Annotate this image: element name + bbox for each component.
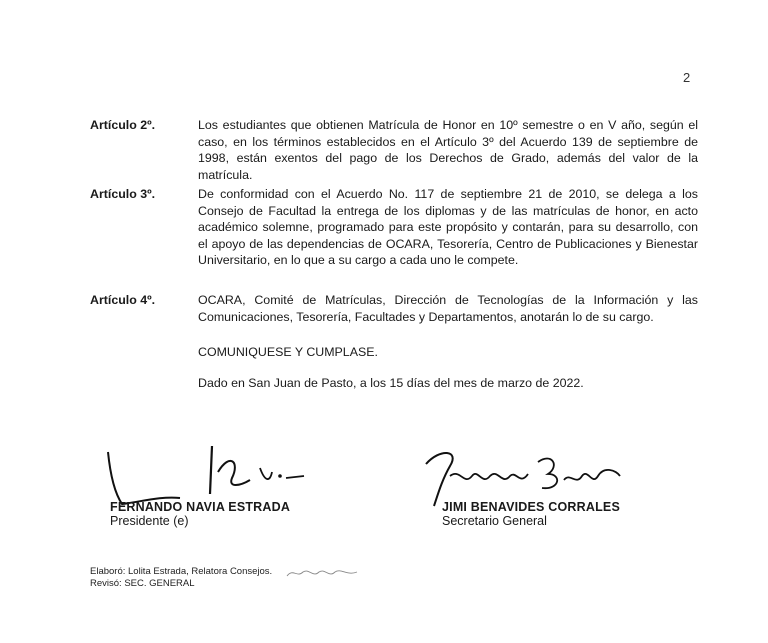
signatory-secretary <box>442 500 620 528</box>
article-3 <box>90 186 700 269</box>
article-text: De conformidad con el Acuerdo No. 117 de septiembre 21 de 2010, se delega a los Consejo de Facultad la entrega de los diplomas y de las matrículas de honor, en acto académico solemne, programado para este propósito y contarán, para su desarrollo, con el apoyo de las dependencias de OCARA, Tesorería, Centro de Publicaciones y Bienestar Universitario, en lo que a su cargo a cada uno le compete. <box>198 187 698 267</box>
closing-date: Dado en San Juan de Pasto, a los 15 días del mes de marzo de 2022. <box>198 376 584 390</box>
signatory-president <box>110 500 290 528</box>
article-label: Artículo 4º. <box>90 293 156 307</box>
prepared-by-note: Elaboró: Lolita Estrada, Relatora Consejos. <box>90 566 273 577</box>
signatory-role: Secretario General <box>442 514 547 528</box>
article-text: OCARA, Comité de Matrículas, Dirección de Tecnologías de la Información y las Comunicaciones, Tesorería, Facultades y Departamentos, anotarán lo de su cargo. <box>198 293 698 324</box>
reviewed-by-note: Revisó: SEC. GENERAL <box>90 578 195 589</box>
signatory-name: FERNANDO NAVIA ESTRADA <box>110 500 291 514</box>
signatory-name: JIMI BENAVIDES CORRALES <box>442 500 621 514</box>
article-label: Artículo 2º. <box>90 118 156 132</box>
article-2 <box>90 117 700 183</box>
signature-drawing <box>420 446 630 508</box>
article-label: Artículo 3º. <box>90 187 156 201</box>
article-text: Los estudiantes que obtienen Matrícula de Honor en 10º semestre o en V año, según el caso, en los términos establecidos en el Artículo 3º del Acuerdo 139 de septiembre de 1998, están exentos del pago de los Derechos de Grado, además del valor de la matrícula. <box>198 118 698 182</box>
closing-formula: COMUNIQUESE Y CUMPLASE. <box>198 345 378 359</box>
article-4 <box>90 292 700 325</box>
handwritten-initials <box>285 566 365 580</box>
page-number: 2 <box>683 70 691 85</box>
signatory-role: Presidente (e) <box>110 514 189 528</box>
